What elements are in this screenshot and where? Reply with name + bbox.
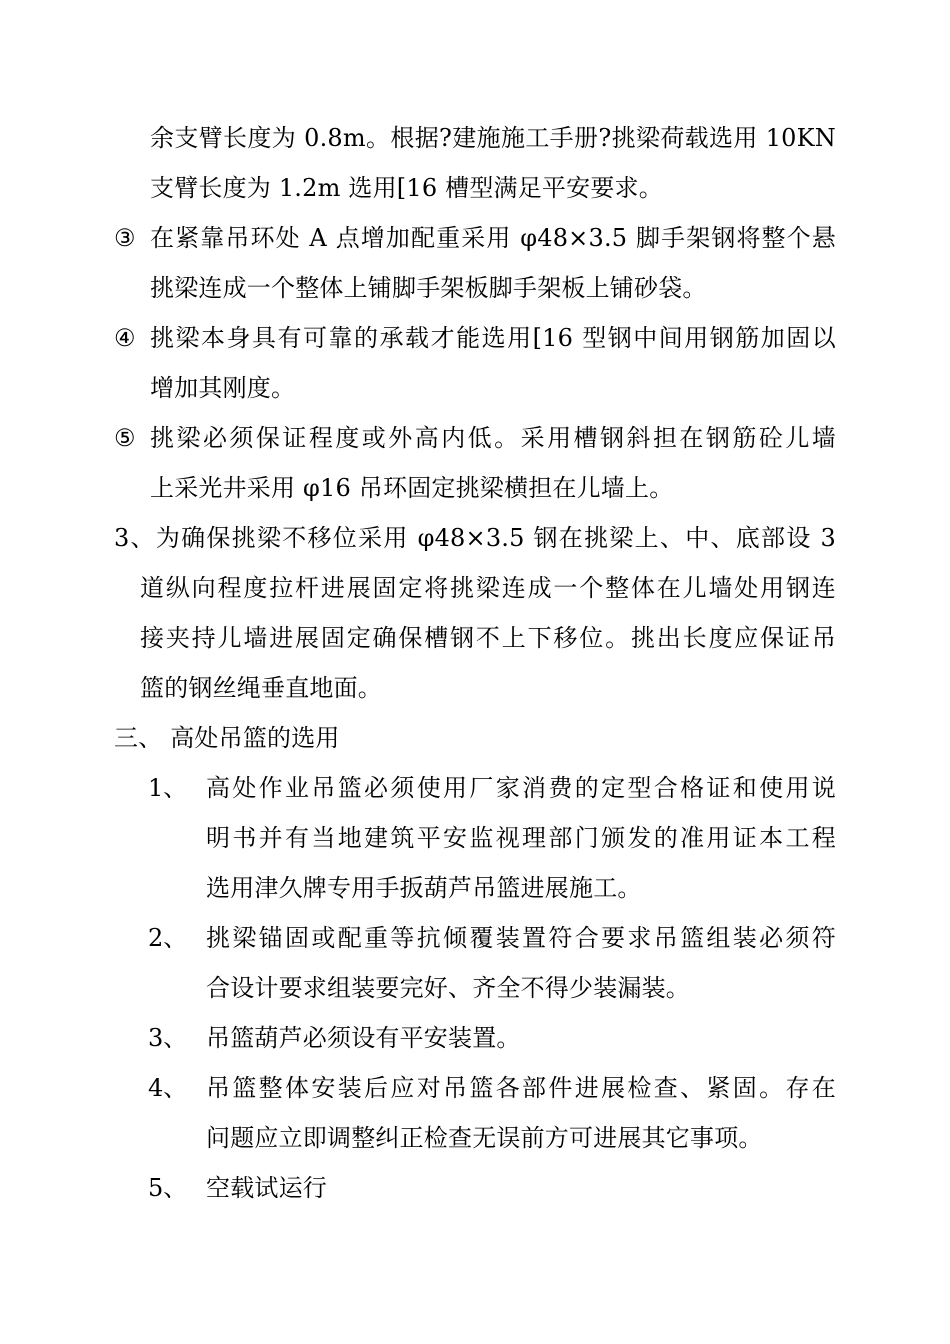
text-line: 吊篮整体安装后应对吊篮各部件进展检查、紧固。存在: [206, 1074, 836, 1102]
list-number: 3、: [148, 1024, 188, 1052]
text-line: 明书并有当地建筑平安监视理部门颁发的准用证本工程: [206, 824, 836, 852]
text-line: 篮的钢丝绳垂直地面。: [140, 674, 382, 702]
text-line: 接夹持儿墙进展固定确保槽钢不上下移位。挑出长度应保证吊: [140, 624, 836, 652]
text-line: 挑梁必须保证程度或外高内低。采用槽钢斜担在钢筋砼儿墙: [150, 424, 836, 452]
list-number: 1、: [148, 774, 188, 802]
text-line: 吊篮葫芦必须设有平安装置。: [206, 1024, 521, 1052]
text-line: 挑梁连成一个整体上铺脚手架板脚手架板上铺砂袋。: [150, 274, 707, 302]
list-marker: ③: [114, 224, 136, 252]
text-line: 高处作业吊篮必须使用厂家消费的定型合格证和使用说: [206, 774, 836, 802]
list-number: 5、: [148, 1174, 188, 1202]
text-line: 空载试运行: [206, 1174, 327, 1202]
text-line: 在紧靠吊环处 A 点增加配重采用 φ48×3.5 脚手架钢将整个悬: [150, 224, 836, 252]
text-line: 合设计要求组装要完好、齐全不得少装漏装。: [206, 974, 690, 1002]
section-heading: 三、 高处吊篮的选用: [114, 724, 340, 752]
text-line: 增加其刚度。: [150, 374, 296, 402]
text-line: 3、为确保挑梁不移位采用 φ48×3.5 钢在挑梁上、中、底部设 3: [114, 524, 836, 552]
text-line: 挑梁锚固或配重等抗倾覆装置符合要求吊篮组装必须符: [206, 924, 836, 952]
text-line: 余支臂长度为 0.8m。根据?建施施工手册?挑梁荷载选用 10KN: [150, 124, 836, 152]
list-marker: ⑤: [114, 424, 136, 452]
text-line: 选用津久牌专用手扳葫芦吊篮进展施工。: [206, 874, 642, 902]
list-marker: ④: [114, 324, 136, 352]
list-number: 2、: [148, 924, 188, 952]
text-line: 上采光井采用 φ16 吊环固定挑梁横担在儿墙上。: [150, 474, 674, 502]
text-line: 支臂长度为 1.2m 选用[16 槽型满足平安要求。: [150, 174, 663, 202]
list-number: 4、: [148, 1074, 188, 1102]
text-line: 挑梁本身具有可靠的承载才能选用[16 型钢中间用钢筋加固以: [150, 324, 836, 352]
text-line: 道纵向程度拉杆进展固定将挑梁连成一个整体在儿墙处用钢连: [140, 574, 836, 602]
text-line: 问题应立即调整纠正检查无误前方可进展其它事项。: [206, 1124, 763, 1152]
